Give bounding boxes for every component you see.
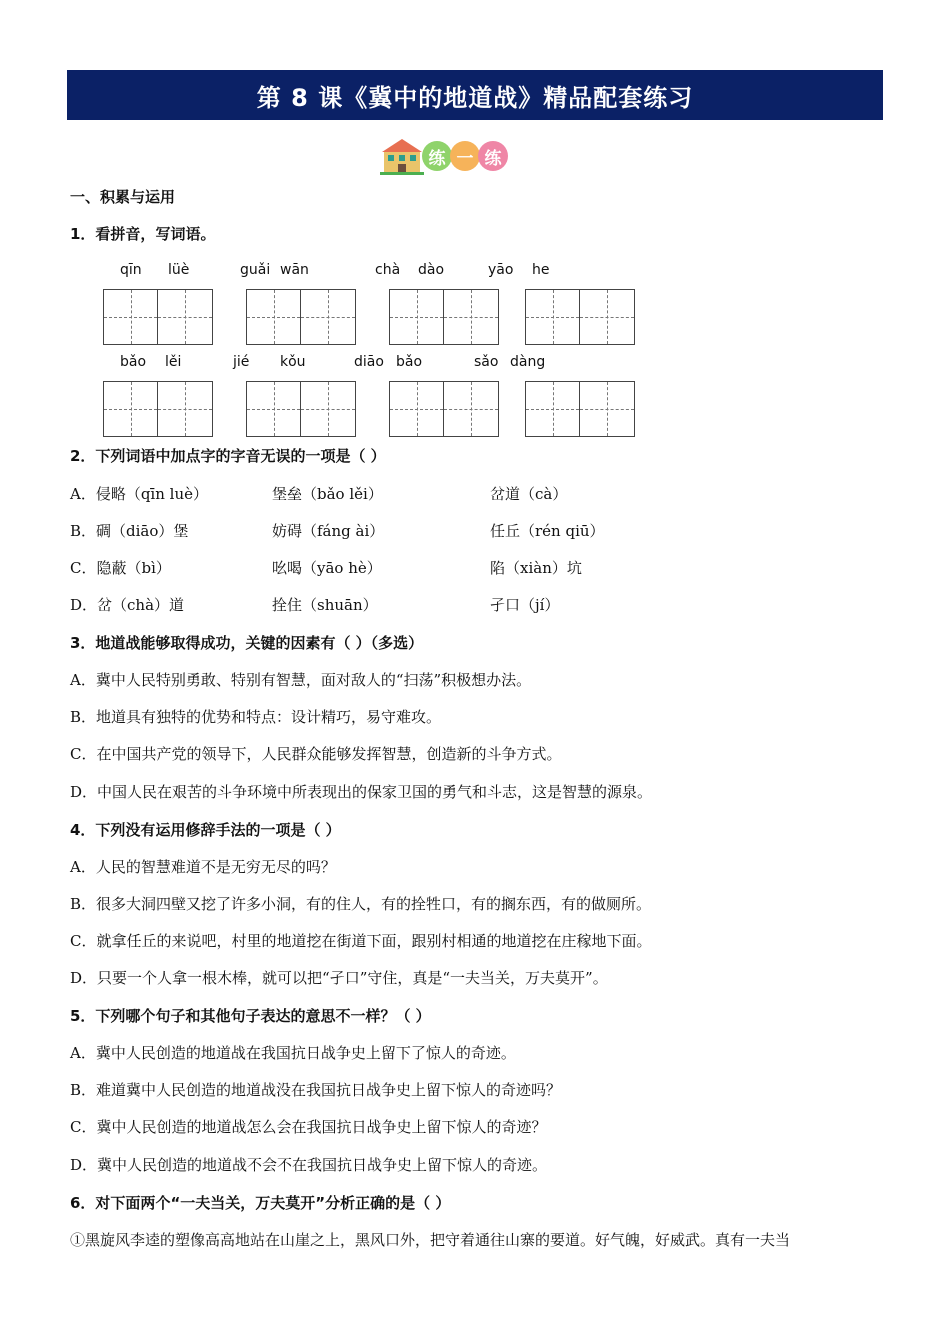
school-house-icon [380, 137, 424, 175]
option: 吆喝（yāo hè） [272, 559, 382, 577]
writing-grid[interactable] [246, 289, 356, 345]
writing-grid[interactable] [525, 289, 635, 345]
option[interactable]: C．在中国共产党的领导下，人民群众能够发挥智慧，创造新的斗争方式。 [70, 745, 562, 763]
pinyin: dàng [510, 354, 546, 370]
pinyin: lěi [165, 354, 182, 370]
option[interactable]: A．人民的智慧难道不是无穷无尽的吗？ [70, 858, 336, 876]
writing-grid[interactable] [103, 381, 213, 437]
question-1-title: 1．看拼音，写词语。 [70, 225, 216, 243]
option: 陷（xiàn）坑 [490, 559, 582, 577]
passage-line: ①黑旋风李逵的塑像高高地站在山崖之上，黑风口外，把守着通往山寨的要道。好气魄，好威武。真有一夫当 [70, 1231, 791, 1249]
pinyin: wān [280, 262, 309, 278]
option: 任丘（rén qiū） [490, 522, 605, 540]
writing-grid[interactable] [389, 289, 499, 345]
writing-grid[interactable] [525, 381, 635, 437]
pinyin: jié [233, 354, 250, 370]
option[interactable]: A．侵略（qīn luè） [70, 485, 208, 503]
option[interactable]: B．很多大洞四壁又挖了许多小洞，有的住人，有的拴牲口，有的搁东西，有的做厕所。 [70, 895, 652, 913]
pinyin: diāo [354, 354, 384, 370]
pinyin: bǎo [396, 354, 423, 370]
option: 妨碍（fáng ài） [272, 522, 385, 540]
option[interactable]: D．只要一个人拿一根木棒，就可以把“孑口”守住，真是“一夫当关，万夫莫开”。 [70, 969, 608, 987]
pinyin: lüè [168, 262, 190, 278]
pinyin: dào [418, 262, 445, 278]
option[interactable]: C．隐蔽（bì） [70, 559, 171, 577]
practice-badge [380, 135, 515, 177]
option[interactable]: A．冀中人民特别勇敢、特别有智慧，面对敌人的“扫荡”积极想办法。 [70, 671, 532, 689]
pinyin: qīn [120, 262, 142, 278]
badge-char-2: 一 [450, 141, 480, 171]
question-6-title: 6．对下面两个“一夫当关，万夫莫开”分析正确的是（ ） [70, 1194, 451, 1212]
option: 拴住（shuān） [272, 596, 378, 614]
writing-grid[interactable] [246, 381, 356, 437]
option[interactable]: C．就拿任丘的来说吧，村里的地道挖在街道下面，跟别村相通的地道挖在庄稼地下面。 [70, 932, 652, 950]
pinyin: bǎo [120, 354, 147, 370]
pinyin: he [532, 262, 550, 278]
option[interactable]: B．地道具有独特的优势和特点：设计精巧，易守难攻。 [70, 708, 442, 726]
page-title: 第 8 课《冀中的地道战》精品配套练习 [67, 70, 883, 120]
badge-char-3: 练 [478, 141, 508, 171]
option: 孑口（jí） [490, 596, 560, 614]
pinyin: yāo [488, 262, 514, 278]
option[interactable]: B．碉（diāo）堡 [70, 522, 189, 540]
option[interactable]: D．岔（chà）道 [70, 596, 185, 614]
pinyin: chà [375, 262, 401, 278]
writing-grid[interactable] [103, 289, 213, 345]
pinyin: guǎi [240, 262, 271, 278]
option[interactable]: A．冀中人民创造的地道战在我国抗日战争史上留下了惊人的奇迹。 [70, 1044, 516, 1062]
option[interactable]: B．难道冀中人民创造的地道战没在我国抗日战争史上留下惊人的奇迹吗？ [70, 1081, 562, 1099]
option: 堡垒（bǎo lěi） [272, 485, 383, 503]
pinyin: sǎo [474, 354, 499, 370]
question-4-title: 4．下列没有运用修辞手法的一项是（ ） [70, 821, 341, 839]
option[interactable]: D．冀中人民创造的地道战不会不在我国抗日战争史上留下惊人的奇迹。 [70, 1156, 548, 1174]
badge-char-1: 练 [422, 141, 452, 171]
writing-grid[interactable] [389, 381, 499, 437]
question-5-title: 5．下列哪个句子和其他句子表达的意思不一样？（ ） [70, 1007, 431, 1025]
option[interactable]: C．冀中人民创造的地道战怎么会在我国抗日战争史上留下惊人的奇迹？ [70, 1118, 547, 1136]
question-2-title: 2．下列词语中加点字的字音无误的一项是（ ） [70, 447, 386, 465]
section-heading: 一、积累与运用 [70, 188, 176, 206]
question-3-title: 3．地道战能够取得成功，关键的因素有（ ）（多选） [70, 634, 424, 652]
option[interactable]: D．中国人民在艰苦的斗争环境中所表现出的保家卫国的勇气和斗志，这是智慧的源泉。 [70, 783, 653, 801]
pinyin: kǒu [280, 354, 306, 370]
option: 岔道（cà） [490, 485, 568, 503]
